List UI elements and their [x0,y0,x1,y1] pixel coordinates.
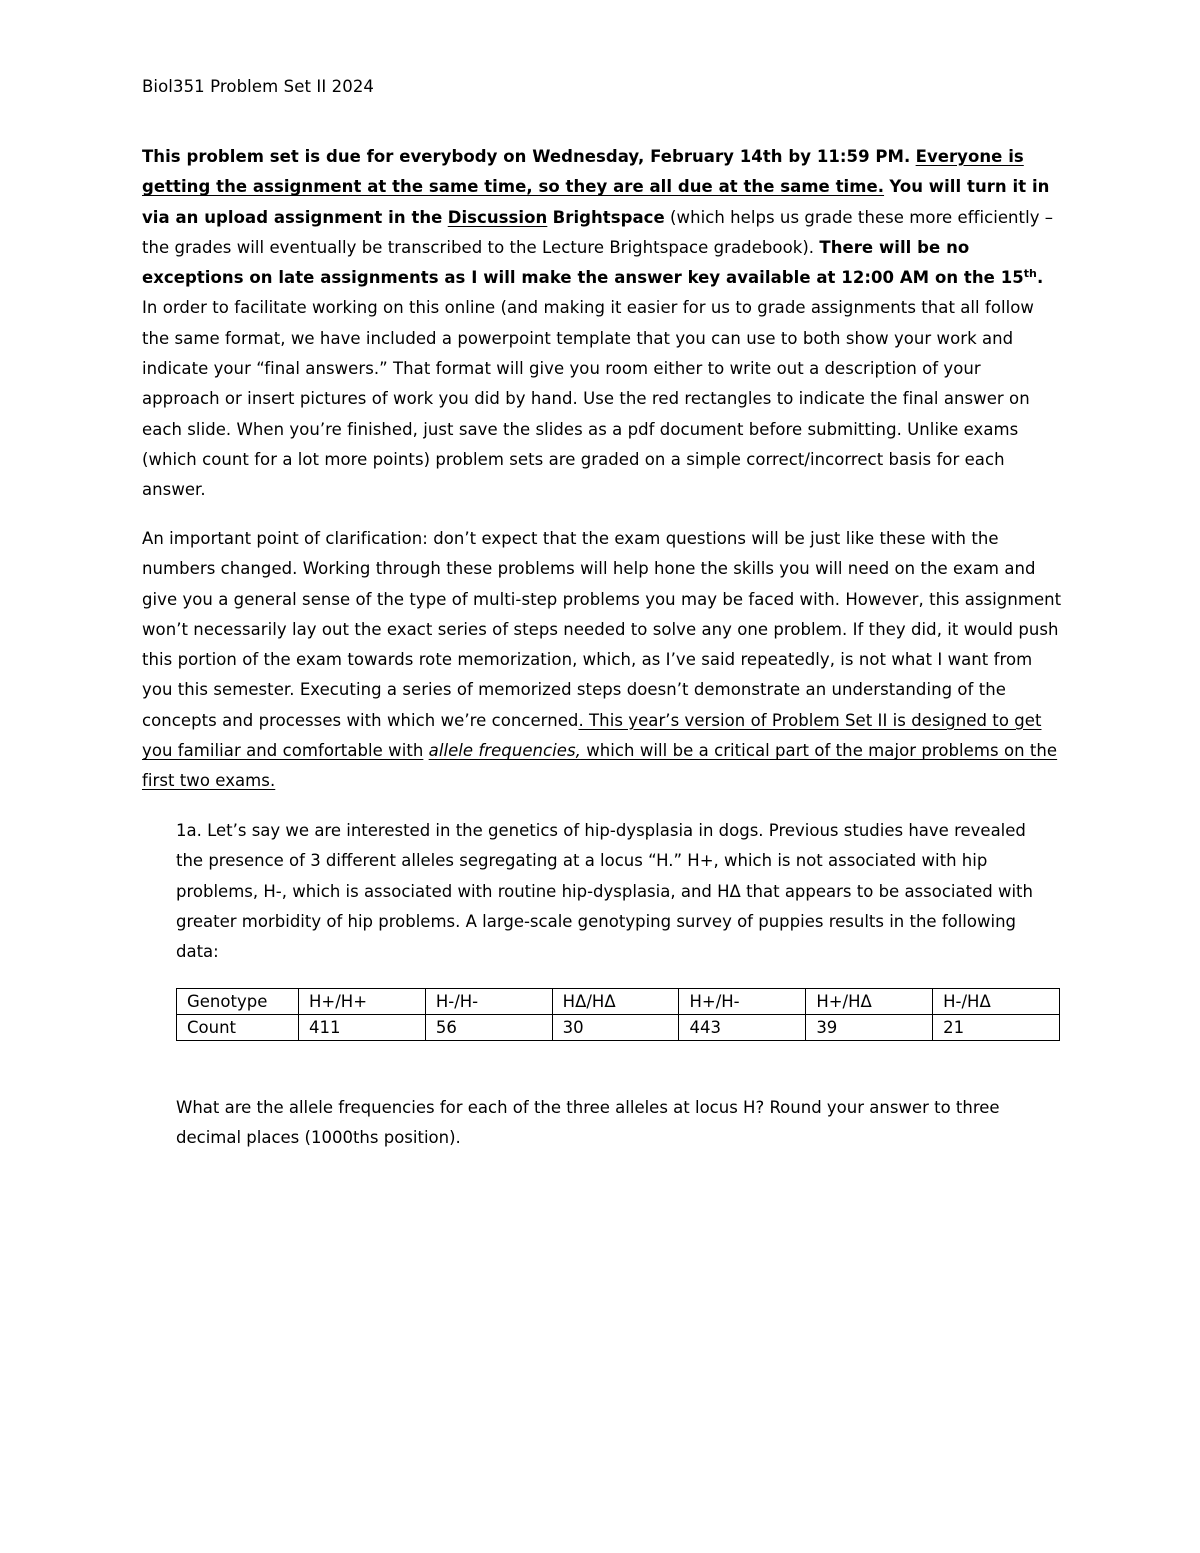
upload-instructions: You will turn it in via an upload assignment in the [142,177,1050,227]
same-time-notice: Everyone is getting the assignment at the same time, so they are all due at the same time. [142,147,1024,197]
table-cell: H+/HΔ [806,989,933,1015]
table-cell: H-/HΔ [933,989,1060,1015]
table-header-row [177,989,1060,1015]
table-cell: 30 [552,1015,679,1041]
table-cell: 443 [679,1015,806,1041]
table-cell: 56 [425,1015,552,1041]
template-instructions: In order to facilitate working on this online (and making it easier for us to grade assignments that all follow the same format, we have included a powerpoint template that you can use to both show your work and indicate your “final answers.” That format will give you room either to write out a description of your approach or insert pictures of work you did by hand. Use the red rectangles to indicate the final answer on each slide. When you’re finished, just save the slides as a pdf document before submitting. Unlike exams (which count for a lot more points) problem sets are graded on a simple correct/incorrect basis for each answer. [142,298,1034,500]
allele-frequency-question: What are the allele frequencies for each of the three alleles at locus H? Round your answer to three decimal places (1000ths position). [176,1098,1000,1148]
brightspace-word: Brightspace [552,207,665,227]
table-cell: H+/H- [679,989,806,1015]
version-note: . This year’s version of Problem Set II is designed to get you familiar and comfortable with [142,710,1042,761]
allele-frequencies-term: allele frequencies, [428,741,581,761]
clarification-text: An important point of clarification: don’t expect that the exam questions will be just like these with the numbers changed. Working through these problems will help hone the skills you will need on the exam and give you a general sense of the type of multi-step problems you may be faced with. However, this assignment won’t necessarily lay out the exact series of steps needed to solve any one problem. If they did, it would push this portion of the exam towards rote memorization, which, as I’ve said repeatedly, is not what I want from you this semester. Executing a series of memorized steps doesn’t demonstrate an understanding of the concepts and processes with which we’re concerned [142,529,1062,730]
table-row [177,1015,1060,1041]
document-title: Biol351 Problem Set II 2024 [142,77,375,96]
question-1a: 1a. Let’s say we are interested in the genetics of hip-dysplasia in dogs. Previous studies have revealed the presence of 3 different alleles segregating at a locus “H.” H+, which is not associated with hip problems, H-, which is associated with routine hip-dysplasia, and HΔ that appears to be associated with greater morbidity of hip problems. A large-scale genotyping survey of puppies results in the following data: [176,821,1033,962]
genotype-table [176,988,1060,1041]
table-cell: Genotype [177,989,299,1015]
late-policy: There will be no exceptions on late assignments as I will make the answer key available at 12:00 AM on the 15 [142,237,1024,288]
due-date-text: This problem set is due for everybody on Wednesday, February 14th by 11:59 PM. [142,147,911,166]
ordinal-suffix: th [1023,267,1037,281]
late-policy-end: . [1036,268,1044,288]
table-cell: HΔ/HΔ [552,989,679,1015]
instructions-paragraph [142,142,1062,506]
exam-relevance-note: which will be a critical part of the major problems on the first two exams. [142,741,1058,791]
clarification-paragraph [142,524,1062,797]
table-cell: 39 [806,1015,933,1041]
table-cell: 21 [933,1015,1060,1041]
table-cell: Count [177,1015,299,1041]
table-cell: 411 [299,1015,426,1041]
table-cell: H+/H+ [299,989,426,1015]
discussion-word: Discussion [447,207,548,227]
table-cell: H-/H- [425,989,552,1015]
grading-note: (which helps us grade these more efficiently – the grades will eventually be transcribed to the Lecture Brightspace gradebook). [142,207,1054,257]
